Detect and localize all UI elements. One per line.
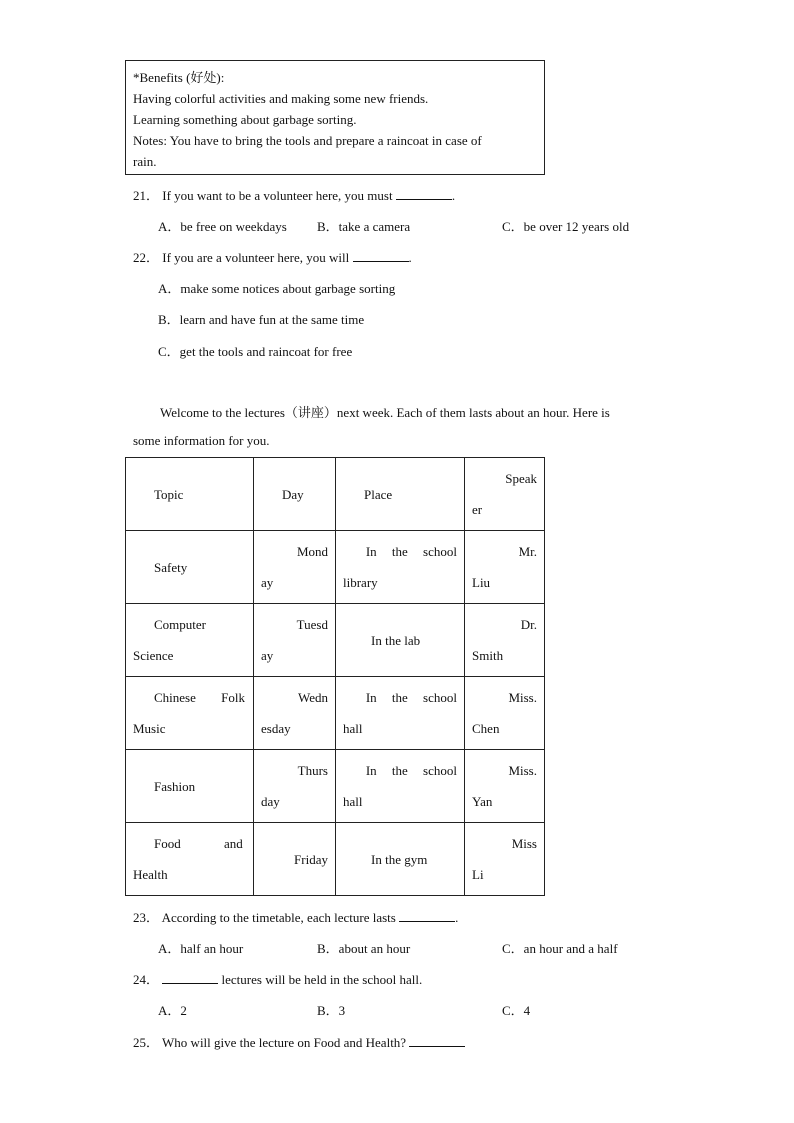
option-letter: A． bbox=[158, 281, 181, 296]
passage-line: Welcome to the lectures（讲座）next week. Each of them lasts about an hour. Here is bbox=[160, 405, 610, 420]
cell-place: In the lab bbox=[336, 604, 465, 677]
benefits-title: *Benefits (好处): bbox=[133, 70, 225, 85]
table-row bbox=[126, 531, 545, 604]
question-23: 23． According to the timetable, each lecture lasts . bbox=[133, 910, 459, 925]
table-row bbox=[126, 823, 545, 896]
cell-topic: Fashion bbox=[126, 750, 254, 823]
question-number: 25． bbox=[133, 1035, 160, 1050]
answer-blank[interactable] bbox=[409, 1034, 465, 1047]
notes-text: rain. bbox=[133, 154, 157, 169]
cell-place: In the school library bbox=[336, 531, 465, 604]
cell-day: Wedn esday bbox=[254, 677, 336, 750]
option-23-a[interactable] bbox=[158, 938, 243, 957]
option-text: 3 bbox=[338, 1003, 346, 1018]
option-text: be free on weekdays bbox=[180, 219, 287, 234]
cell-topic: Chinese Folk Music bbox=[126, 677, 254, 750]
table-header-row bbox=[126, 458, 545, 531]
question-25 bbox=[133, 1032, 465, 1051]
answer-blank[interactable] bbox=[353, 249, 409, 262]
option-letter: A． bbox=[158, 941, 181, 956]
cell-topic: Safety bbox=[126, 531, 254, 604]
question-22: 22． If you are a volunteer here, you will . bbox=[133, 250, 412, 265]
option-23-c[interactable] bbox=[502, 938, 618, 957]
option-text: half an hour bbox=[180, 941, 244, 956]
table-row bbox=[126, 604, 545, 677]
cell-speaker: Miss. Chen bbox=[465, 677, 545, 750]
table-row bbox=[126, 677, 545, 750]
header-speaker: Speak er bbox=[465, 458, 545, 531]
question-stem: lectures will be held in the school hall. bbox=[221, 972, 423, 987]
cell-day: Thurs day bbox=[254, 750, 336, 823]
answer-blank[interactable] bbox=[396, 187, 452, 200]
option-text: be over 12 years old bbox=[523, 219, 630, 234]
question-stem: If you want to be a volunteer here, you must bbox=[162, 188, 393, 203]
cell-place: In the school hall bbox=[336, 750, 465, 823]
option-21-a[interactable] bbox=[158, 216, 287, 235]
option-letter: A． bbox=[158, 1003, 181, 1018]
table-row bbox=[126, 750, 545, 823]
cell-place: In the gym bbox=[336, 823, 465, 896]
benefit-item: Learning something about garbage sorting. bbox=[133, 112, 357, 127]
header-topic: Topic bbox=[126, 458, 254, 531]
question-stem: If you are a volunteer here, you will bbox=[162, 250, 350, 265]
option-letter: C． bbox=[502, 219, 524, 234]
volunteer-notice-box bbox=[125, 60, 545, 175]
answer-blank[interactable] bbox=[162, 971, 218, 984]
option-23-b[interactable] bbox=[317, 938, 410, 957]
option-text: 2 bbox=[180, 1003, 187, 1018]
cell-place: In the school hall bbox=[336, 677, 465, 750]
lecture-timetable bbox=[125, 457, 545, 896]
header-place: Place bbox=[336, 458, 465, 531]
option-letter: C． bbox=[502, 941, 524, 956]
option-letter: C． bbox=[158, 344, 180, 359]
header-day: Day bbox=[254, 458, 336, 531]
option-text: take a camera bbox=[338, 219, 411, 234]
option-24-c[interactable] bbox=[502, 1000, 530, 1019]
question-stem: Who will give the lecture on Food and Health? bbox=[162, 1035, 407, 1050]
option-21-c[interactable] bbox=[502, 216, 629, 235]
option-24-a[interactable] bbox=[158, 1000, 187, 1019]
question-21: 21． If you want to be a volunteer here, you must . bbox=[133, 188, 456, 203]
cell-topic: Computer Science bbox=[126, 604, 254, 677]
option-21-b[interactable] bbox=[317, 216, 410, 235]
question-number: 21． bbox=[133, 188, 160, 203]
option-letter: A． bbox=[158, 219, 181, 234]
notes-text: Notes: You have to bring the tools and prepare a raincoat in case of bbox=[133, 133, 482, 148]
question-24 bbox=[133, 969, 422, 988]
option-letter: B． bbox=[317, 1003, 339, 1018]
cell-day: Tuesd ay bbox=[254, 604, 336, 677]
option-letter: B． bbox=[317, 219, 339, 234]
option-text: make some notices about garbage sorting bbox=[180, 281, 396, 296]
cell-speaker: Miss Li bbox=[465, 823, 545, 896]
option-22-c[interactable] bbox=[158, 341, 352, 360]
option-letter: B． bbox=[317, 941, 339, 956]
passage-line: some information for you. bbox=[133, 433, 270, 448]
cell-day: Mond ay bbox=[254, 531, 336, 604]
cell-speaker: Dr. Smith bbox=[465, 604, 545, 677]
answer-blank[interactable] bbox=[399, 909, 455, 922]
option-text: learn and have fun at the same time bbox=[179, 312, 365, 327]
cell-speaker: Miss. Yan bbox=[465, 750, 545, 823]
question-number: 22． bbox=[133, 250, 160, 265]
cell-topic: Food and Health bbox=[126, 823, 254, 896]
option-22-b[interactable] bbox=[158, 309, 364, 328]
benefit-item: Having colorful activities and making some new friends. bbox=[133, 91, 429, 106]
question-stem: According to the timetable, each lecture lasts bbox=[161, 910, 396, 925]
cell-day: Friday bbox=[254, 823, 336, 896]
question-number: 24． bbox=[133, 972, 160, 987]
option-text: get the tools and raincoat for free bbox=[179, 344, 353, 359]
option-22-a[interactable] bbox=[158, 278, 395, 297]
question-number: 23． bbox=[133, 910, 160, 925]
option-text: 4 bbox=[523, 1003, 531, 1018]
option-text: about an hour bbox=[338, 941, 411, 956]
cell-speaker: Mr. Liu bbox=[465, 531, 545, 604]
option-letter: B． bbox=[158, 312, 180, 327]
option-24-b[interactable] bbox=[317, 1000, 345, 1019]
option-letter: C． bbox=[502, 1003, 524, 1018]
option-text: an hour and a half bbox=[523, 941, 618, 956]
